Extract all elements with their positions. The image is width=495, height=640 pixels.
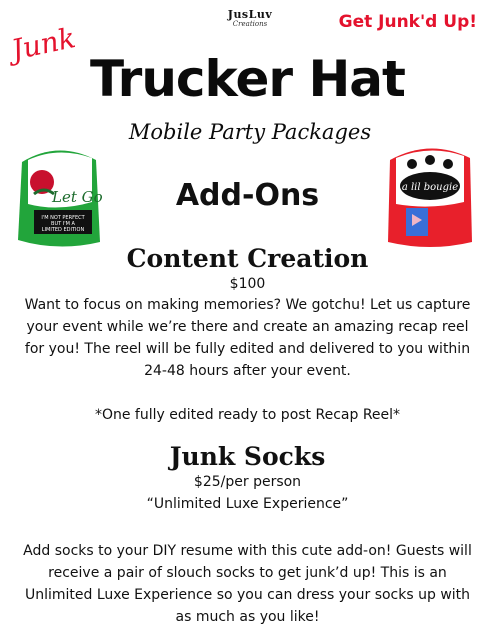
svg-text:I'M NOT PERFECT: I'M NOT PERFECT — [41, 215, 85, 221]
section-heading-addons: Add-Ons — [175, 178, 320, 213]
junk-socks-price: $25/per person — [193, 474, 302, 490]
junk-socks-description: Add socks to your DIY resume with this cute add-on! Guests will receive a pair of slouch socks to get junk’d up! This is an Unlimited Luxe Experience so you can dress your socks up with as much as you like! — [23, 543, 472, 625]
content-creation-description: Want to focus on making memories? We gotchu! Let us capture your event while we’re there and create an amazing recap reel for you! The reel will be fully edited and delivered to you within 24-48 hours after your event. — [24, 297, 471, 379]
left-hat-script: Let Go — [52, 188, 103, 206]
page-subtitle: Mobile Party Packages — [128, 120, 372, 144]
junk-socks-tagline: “Unlimited Luxe Experience” — [146, 496, 349, 512]
content-creation-heading: Content Creation — [126, 244, 369, 273]
brand-logo — [222, 8, 278, 28]
content-creation-price: $100 — [229, 276, 266, 292]
junk-socks-heading: Junk Socks — [169, 442, 326, 471]
tagline: Get Junk'd Up! — [338, 12, 477, 32]
content-creation-note: *One fully edited ready to post Recap Reel* — [94, 407, 401, 423]
junk-script-word: Junk — [8, 20, 79, 67]
page-title: Trucker Hat — [90, 50, 405, 108]
logo-main: JusLuv — [227, 8, 273, 21]
right-hat-script: a lil bougie — [401, 182, 459, 193]
logo-sub: Creations — [232, 20, 268, 28]
svg-text:BUT I'M A: BUT I'M A — [51, 221, 75, 227]
svg-text:LIMITED EDITION: LIMITED EDITION — [41, 227, 85, 233]
